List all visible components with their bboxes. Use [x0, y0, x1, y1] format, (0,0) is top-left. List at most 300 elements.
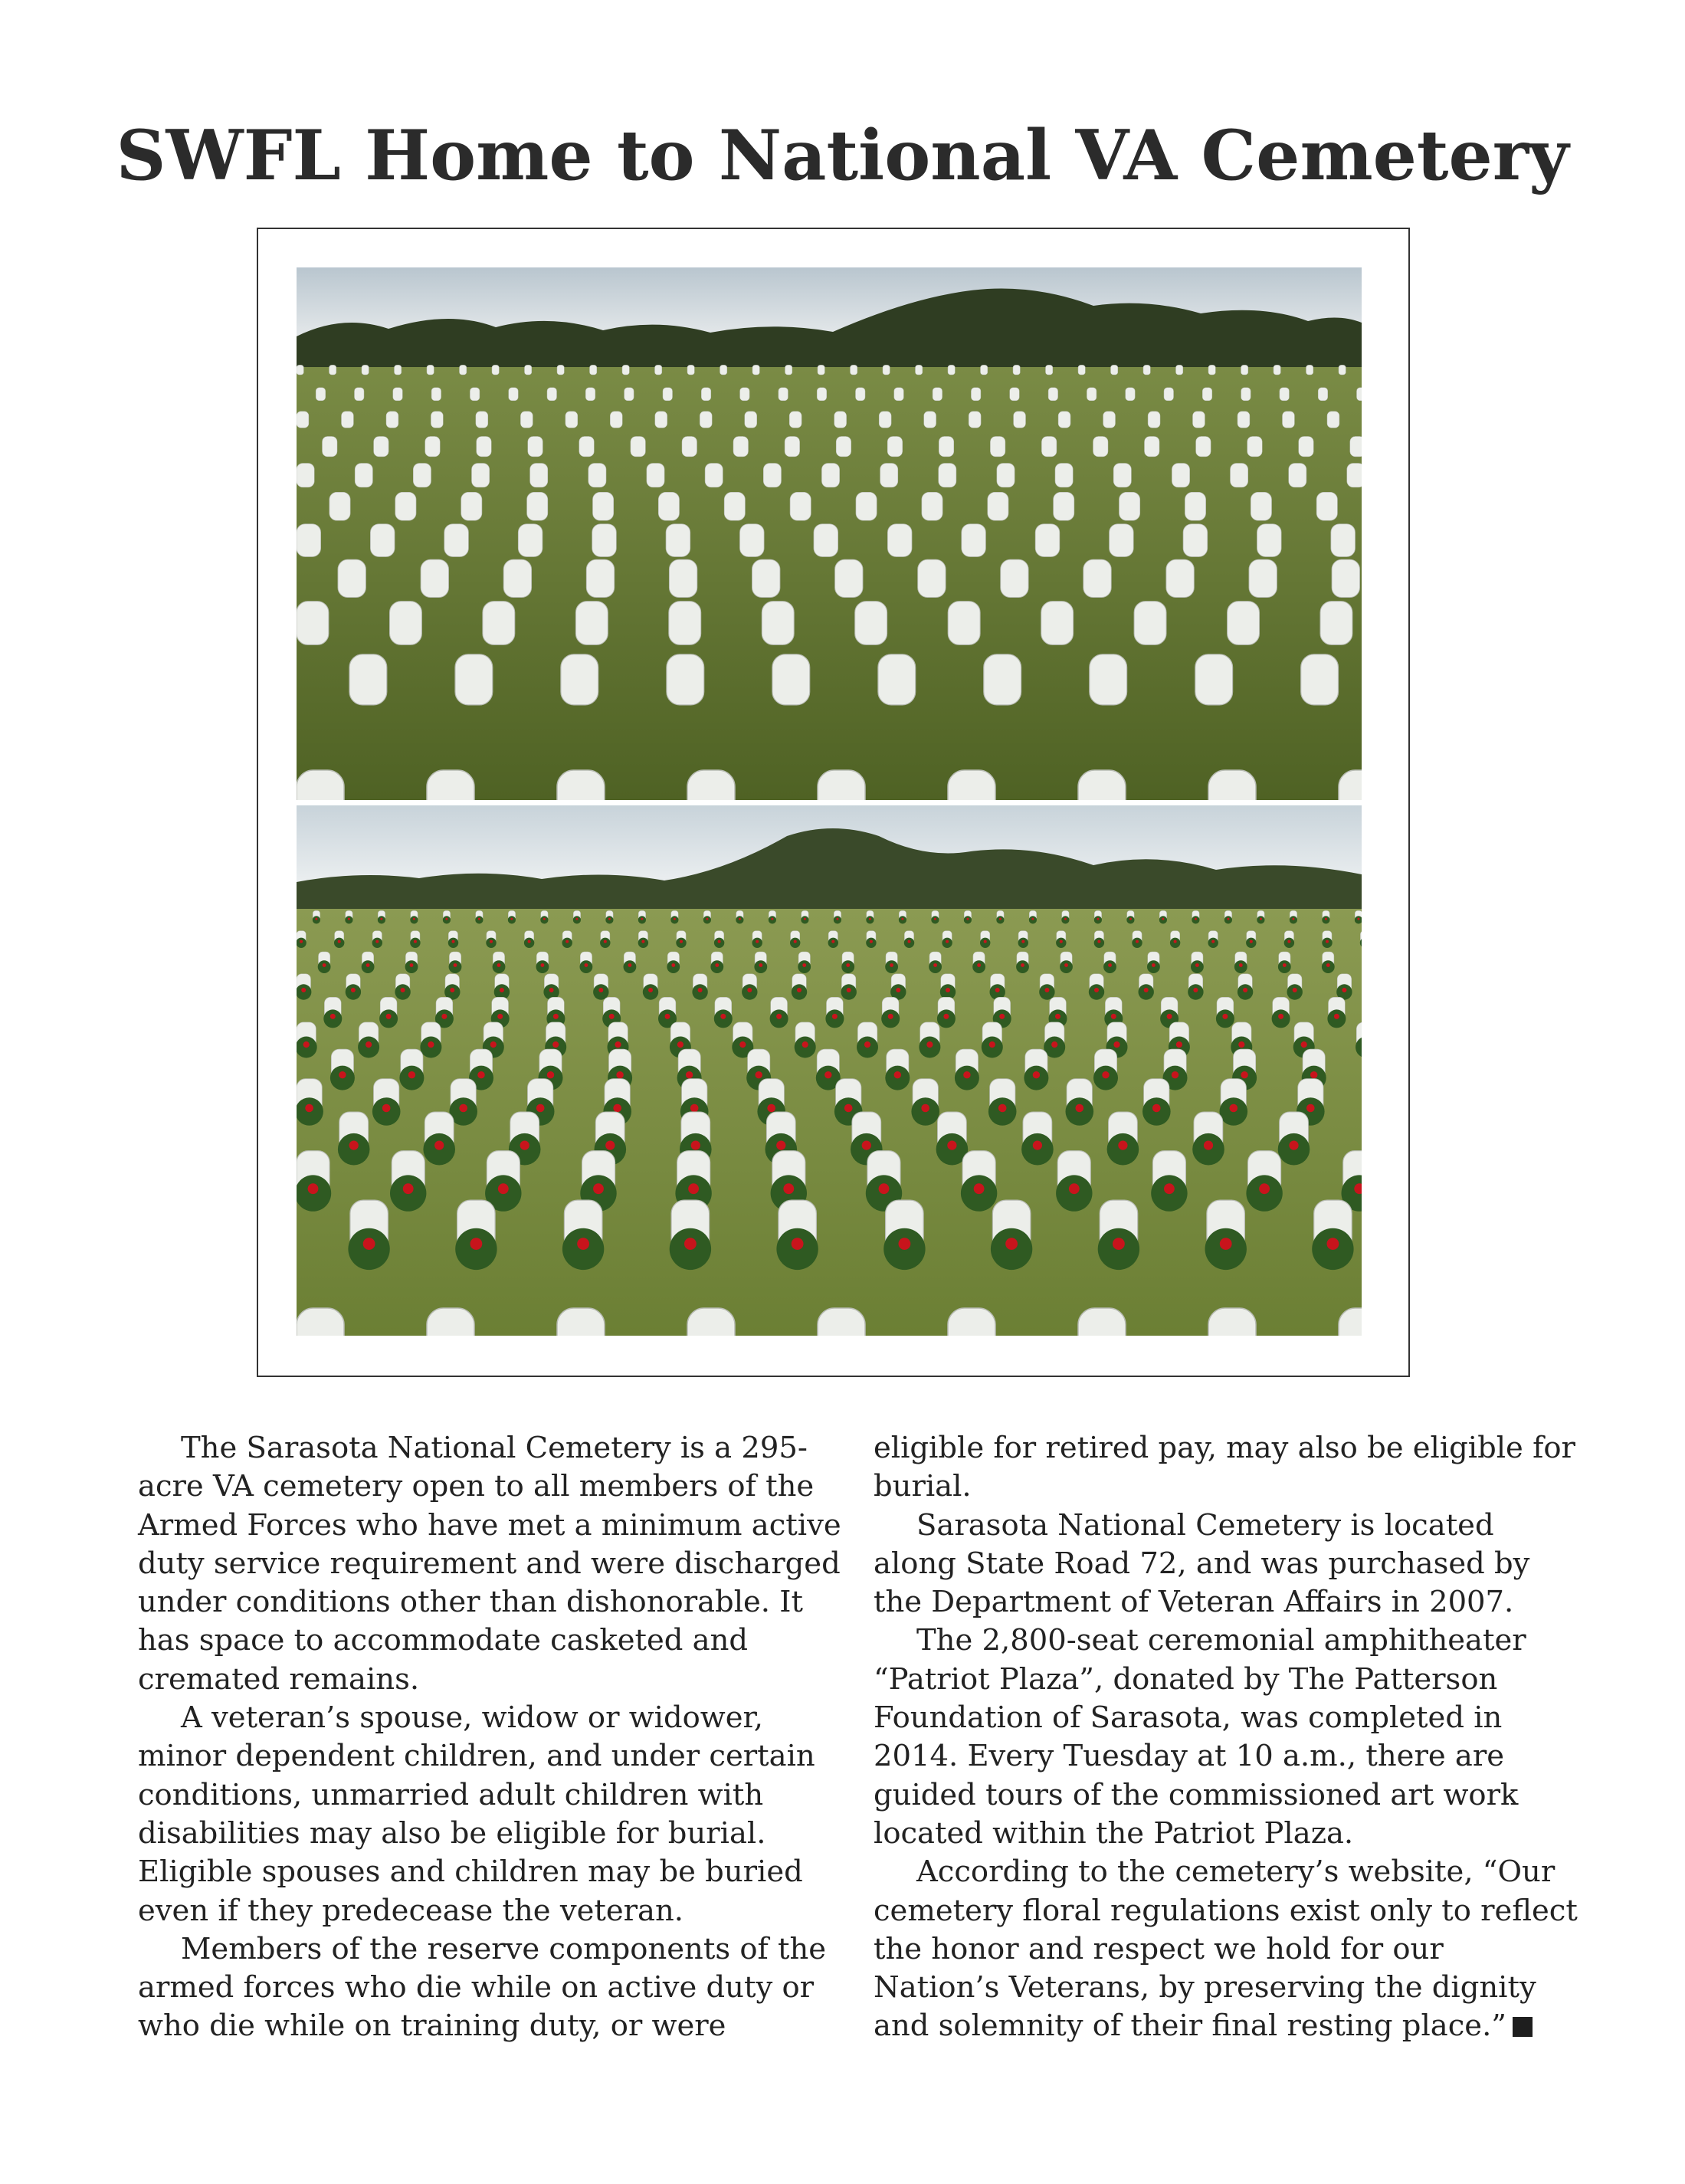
wreath-bow [1292, 918, 1294, 920]
headstone [374, 437, 389, 457]
wreath-bow [1111, 1014, 1116, 1019]
wreath-bow [1325, 918, 1327, 920]
wreath-bow [1326, 963, 1330, 967]
wreath-bow [380, 918, 382, 920]
headstone [1048, 388, 1058, 401]
wreath-bow [706, 918, 708, 920]
headstone [752, 365, 759, 375]
wreath-bow [1076, 1104, 1084, 1113]
wreath-bow [686, 1071, 693, 1078]
headstone [1001, 559, 1028, 597]
wreath-bow [767, 1104, 775, 1113]
headstone [527, 492, 548, 520]
text-line: acre VA cemetery open to all members of the [138, 1469, 815, 1504]
photo-frame [257, 228, 1410, 1377]
wreath-bow [1289, 1141, 1298, 1150]
wreath-bow [1342, 988, 1346, 992]
wreath-bow [674, 918, 676, 920]
wreath-bow [452, 940, 455, 943]
wreath-bow [1118, 1141, 1127, 1150]
headstone [740, 524, 765, 557]
headstone [663, 388, 673, 401]
headstone [682, 437, 697, 457]
wreath-bow [890, 963, 893, 967]
text-line: According to the cemetery’s website, “Our [916, 1854, 1556, 1890]
headstone [669, 559, 697, 597]
wreath-bow [684, 1238, 697, 1250]
headstone [393, 388, 403, 401]
article-column-left [138, 1429, 841, 2046]
headstone [883, 365, 890, 375]
wreath-bow [783, 1183, 794, 1194]
wreath-bow [1260, 918, 1262, 920]
headstone [370, 524, 395, 557]
headstone [1078, 770, 1126, 800]
headstone [338, 559, 366, 597]
headstone [547, 388, 557, 401]
wreath-bow [1238, 1041, 1244, 1048]
wreath-bow [348, 918, 350, 920]
headstone [1251, 492, 1271, 520]
text-line: The 2,800-seat ceremonial amphitheater [916, 1623, 1526, 1658]
text-line: 2014. Every Tuesday at 10 a.m., there are [874, 1739, 1505, 1774]
wreath-bow [349, 1141, 359, 1150]
text-line: guided tours of the commissioned art work [874, 1777, 1519, 1812]
text-line: armed forces who die while on active duty or [138, 1970, 815, 2005]
headstone [1134, 602, 1166, 645]
wreath-bow [1193, 988, 1198, 992]
wreath-bow [1033, 1141, 1042, 1150]
wreath-bow [543, 918, 546, 920]
headstone [477, 437, 492, 457]
wreath-bow [691, 1141, 700, 1150]
wreath-bow [776, 1014, 782, 1019]
headstone [1280, 388, 1290, 401]
wreath-bow [490, 1041, 497, 1048]
headstone [667, 654, 704, 705]
headstone [818, 365, 824, 375]
wreath-bow [984, 940, 987, 943]
text-line: duty service requirement and were discharged [138, 1546, 841, 1581]
wreath-bow [797, 988, 802, 992]
text-line: Foundation of Sarasota, was completed in [874, 1700, 1503, 1736]
headstone [590, 365, 597, 375]
wreath-bow [490, 940, 493, 943]
headstone [962, 524, 986, 557]
headstone [1164, 388, 1174, 401]
headstone [705, 464, 723, 487]
wreath-bow [901, 918, 903, 920]
wreath-bow [879, 1183, 890, 1194]
headstone [789, 412, 802, 428]
wreath-bow [413, 918, 415, 920]
wreath-bow [549, 988, 554, 992]
wreath-bow [303, 1041, 310, 1048]
wreath-bow [330, 1014, 336, 1019]
headstone [1078, 1308, 1126, 1336]
wreath-bow [1021, 963, 1024, 967]
headstone [785, 365, 792, 375]
wreath-bow [1113, 1041, 1120, 1048]
headstone [948, 365, 955, 375]
wreath-bow [459, 1104, 467, 1113]
wreath-bow [1069, 1183, 1080, 1194]
wreath-bow [604, 940, 607, 943]
wreath-bow [926, 1041, 933, 1048]
wreath-bow [366, 1041, 372, 1048]
headstone [1172, 464, 1189, 487]
text-line: “Patriot Plaza”, donated by The Patterson [874, 1661, 1498, 1697]
wreath-bow [966, 918, 969, 920]
wreath-bow [894, 1071, 901, 1078]
wreath-bow [1113, 1238, 1125, 1250]
wreath-bow [323, 963, 326, 967]
headstone [476, 412, 488, 428]
wreath-bow [1250, 940, 1253, 943]
headstone [666, 524, 690, 557]
text-line: Eligible spouses and children may be buried [138, 1854, 803, 1890]
headstone [427, 1308, 474, 1336]
wreath-bow [947, 1141, 956, 1150]
wreath-bow [1129, 918, 1132, 920]
headstone [669, 602, 701, 645]
headstone [622, 365, 629, 375]
headstone [655, 365, 662, 375]
headstone [1247, 437, 1263, 457]
headstone [1014, 412, 1026, 428]
wreath-bow [1164, 1183, 1175, 1194]
headstone [939, 437, 954, 457]
wreath-bow [739, 1041, 746, 1048]
wreath-bow [999, 1014, 1005, 1019]
headstone [525, 365, 532, 375]
wreath-bow [351, 988, 356, 992]
wreath-bow [445, 918, 447, 920]
headstone [1093, 437, 1109, 457]
headstone [588, 464, 606, 487]
wreath-bow [977, 963, 981, 967]
headstone [687, 770, 735, 800]
wreath-bow [946, 988, 950, 992]
headstone [1208, 770, 1256, 800]
wreath-bow [1051, 1041, 1057, 1048]
headstone [1193, 412, 1205, 428]
headstone [1301, 654, 1339, 705]
headstone [1283, 412, 1295, 428]
wreath-bow [414, 940, 417, 943]
text-line: Sarasota National Cemetery is located [916, 1507, 1494, 1543]
wreath-bow [718, 940, 721, 943]
headstone [427, 770, 474, 800]
wreath-bow [1060, 940, 1063, 943]
headstone [971, 388, 981, 401]
headstone [431, 412, 443, 428]
wreath-bow [441, 1014, 447, 1019]
headstone [1111, 365, 1118, 375]
wreath-bow [1097, 940, 1100, 943]
wreath-bow [989, 1041, 995, 1048]
wreath-bow [641, 940, 644, 943]
wreath-bow [1094, 988, 1099, 992]
wreath-bow [1293, 988, 1297, 992]
headstone [1289, 464, 1306, 487]
headstone [316, 388, 326, 401]
wreath-bow [305, 1104, 313, 1113]
headstone [887, 524, 912, 557]
wreath-bow [1172, 1071, 1179, 1078]
wreath-bow [1162, 918, 1164, 920]
headstone [425, 437, 441, 457]
headstone [933, 388, 942, 401]
wreath-bow [802, 963, 806, 967]
headstone [1113, 464, 1131, 487]
headstone [1238, 412, 1250, 428]
headstone [1331, 524, 1356, 557]
headstone [1339, 365, 1346, 375]
headstone [470, 388, 480, 401]
headstone [1202, 388, 1212, 401]
wreath-bow [690, 1104, 699, 1113]
headstone [701, 388, 711, 401]
headstone [1183, 524, 1208, 557]
text-line: conditions, unmarried adult children with [138, 1777, 764, 1812]
headstone [1327, 412, 1339, 428]
headstone [948, 770, 995, 800]
text-line: who die while on training duty, or were [138, 2009, 726, 2044]
headstone [444, 524, 469, 557]
headstone [1145, 437, 1160, 457]
wreath-bow [1044, 988, 1049, 992]
headstone [762, 602, 794, 645]
wreath-bow [999, 918, 1001, 920]
headstone [557, 365, 564, 375]
text-line: along State Road 72, and was purchased by [874, 1546, 1530, 1581]
headstone [856, 492, 877, 520]
wreath-bow [1287, 940, 1290, 943]
headstone [817, 388, 827, 401]
headstone [772, 654, 810, 705]
wreath-bow [870, 940, 873, 943]
wreath-bow [1211, 940, 1215, 943]
wreath-bow [1278, 1014, 1283, 1019]
headstone [887, 437, 903, 457]
wreath-bow [698, 988, 703, 992]
headstone [763, 464, 781, 487]
headstone [655, 412, 667, 428]
cemetery-photo-top [297, 267, 1362, 800]
wreath-bow [478, 918, 480, 920]
headstone [461, 492, 482, 520]
headstone [687, 1308, 735, 1336]
wreath-bow [963, 1071, 970, 1078]
cemetery-photo-bottom [297, 805, 1362, 1336]
headstone [1228, 602, 1260, 645]
text-line: Members of the reserve components of the [181, 1931, 827, 1966]
wreath-bow [1204, 1141, 1213, 1150]
wreath-bow [454, 963, 457, 967]
headstone [1249, 559, 1277, 597]
headstone [631, 437, 646, 457]
wreath-bow [528, 940, 531, 943]
wreath-bow [896, 988, 900, 992]
text-line: A veteran’s spouse, widow or widower, [181, 1700, 763, 1736]
headstone [1148, 412, 1160, 428]
wreath-bow [864, 1041, 870, 1048]
headstone [997, 464, 1015, 487]
headstone [575, 602, 608, 645]
headstone [1347, 464, 1362, 487]
wreath-bow [593, 1183, 604, 1194]
wreath-bow [1243, 988, 1247, 992]
headstone [421, 559, 448, 597]
wreath-bow [613, 1104, 621, 1113]
headstone [1058, 412, 1070, 428]
headstone [1176, 365, 1183, 375]
headstone [1357, 388, 1362, 401]
wreath-bow [1306, 1104, 1315, 1113]
wreath-bow [386, 1014, 392, 1019]
wreath-bow [1327, 1238, 1339, 1250]
wreath-bow [1108, 963, 1112, 967]
wreath-bow [846, 963, 850, 967]
wreath-bow [500, 988, 504, 992]
headstone [297, 524, 321, 557]
wreath-bow [616, 1071, 623, 1078]
text-line: Nation’s Veterans, by preserving the dignity [874, 1970, 1536, 2005]
wreath-bow [1064, 963, 1068, 967]
wreath-bow [338, 940, 341, 943]
wreath-bow [998, 1104, 1007, 1113]
wreath-bow [1220, 1238, 1232, 1250]
wreath-bow [615, 1041, 621, 1048]
headstone [894, 388, 904, 401]
wreath-bow [824, 1071, 831, 1078]
wreath-bow [308, 1183, 319, 1194]
headstone [1299, 437, 1314, 457]
wreath-bow [756, 940, 759, 943]
wreath-bow [1097, 918, 1099, 920]
text-line: Armed Forces who have met a minimum active [138, 1507, 841, 1543]
wreath-bow [1033, 1071, 1040, 1078]
wreath-bow [410, 963, 414, 967]
wreath-bow [1055, 1014, 1061, 1019]
wreath-bow [1144, 988, 1149, 992]
headstone [557, 1308, 605, 1336]
headstone [948, 1308, 995, 1336]
wreath-bow [671, 963, 675, 967]
wreath-bow [510, 918, 513, 920]
headstone [492, 365, 499, 375]
headstone [1306, 365, 1313, 375]
wreath-bow [301, 988, 306, 992]
headstone [1241, 388, 1251, 401]
wreath-bow [792, 1238, 804, 1250]
headstone [1087, 388, 1097, 401]
wreath-bow [836, 918, 838, 920]
headstone [355, 388, 365, 401]
headstone [939, 464, 956, 487]
wreath-bow [641, 918, 643, 920]
headstone [518, 524, 543, 557]
headstone [1013, 365, 1020, 375]
headstone [1166, 559, 1194, 597]
wreath-bow [1176, 1041, 1182, 1048]
headstone [1010, 388, 1020, 401]
article-column-right [874, 1429, 1578, 2046]
wreath-bow [869, 918, 871, 920]
text-line: The Sarasota National Cemetery is a 295- [181, 1431, 808, 1465]
wreath-bow [831, 940, 834, 943]
headstone [948, 602, 980, 645]
headstone [1316, 492, 1337, 520]
wreath-bow [1334, 1014, 1339, 1019]
headstone [1041, 602, 1074, 645]
wreath-bow [477, 1071, 484, 1078]
headstone [349, 654, 387, 705]
headstone [836, 437, 851, 457]
headstone [530, 464, 548, 487]
headstone [297, 602, 329, 645]
headstone [1274, 365, 1280, 375]
wreath-bow [1241, 1071, 1247, 1078]
wreath-bow [862, 1141, 871, 1150]
headstone [988, 492, 1008, 520]
wreath-bow [401, 988, 405, 992]
headstone [460, 365, 467, 375]
headstone [878, 654, 916, 705]
wreath-bow [547, 1071, 554, 1078]
headstone [565, 412, 578, 428]
text-line: disabilities may also be eligible for burial. [138, 1815, 766, 1851]
headstone [362, 365, 369, 375]
headstone [1055, 464, 1073, 487]
wreath-bow [715, 963, 719, 967]
text-line: minor dependent children, and under certain [138, 1739, 815, 1774]
headstone [610, 412, 622, 428]
headstone [1126, 388, 1136, 401]
headstone [922, 492, 942, 520]
headstone [984, 654, 1021, 705]
wreath-bow [908, 940, 911, 943]
headstone [916, 365, 923, 375]
headstone [1083, 559, 1111, 597]
text-line: eligible for retired pay, may also be eligible for [874, 1431, 1575, 1465]
wreath-bow [315, 918, 317, 920]
wreath-bow [899, 1238, 911, 1250]
wreath-bow [847, 988, 851, 992]
wreath-bow [609, 1014, 615, 1019]
headstone [297, 365, 303, 375]
headstone [297, 770, 344, 800]
headstone [431, 388, 441, 401]
headstone [1241, 365, 1248, 375]
headstone [687, 365, 694, 375]
headstone [592, 524, 617, 557]
wreath-bow [756, 1071, 762, 1078]
headstone [855, 602, 887, 645]
wreath-bow [497, 963, 501, 967]
headstone [1054, 492, 1074, 520]
wreath-bow [520, 1141, 529, 1150]
headstone [472, 464, 490, 487]
headstone [835, 559, 863, 597]
wreath-bow [680, 940, 683, 943]
wreath-bow [552, 1041, 559, 1048]
text-line: cremated remains. [138, 1661, 420, 1697]
wreath-bow [1031, 918, 1034, 920]
headstone [851, 365, 857, 375]
headstone [990, 437, 1005, 457]
